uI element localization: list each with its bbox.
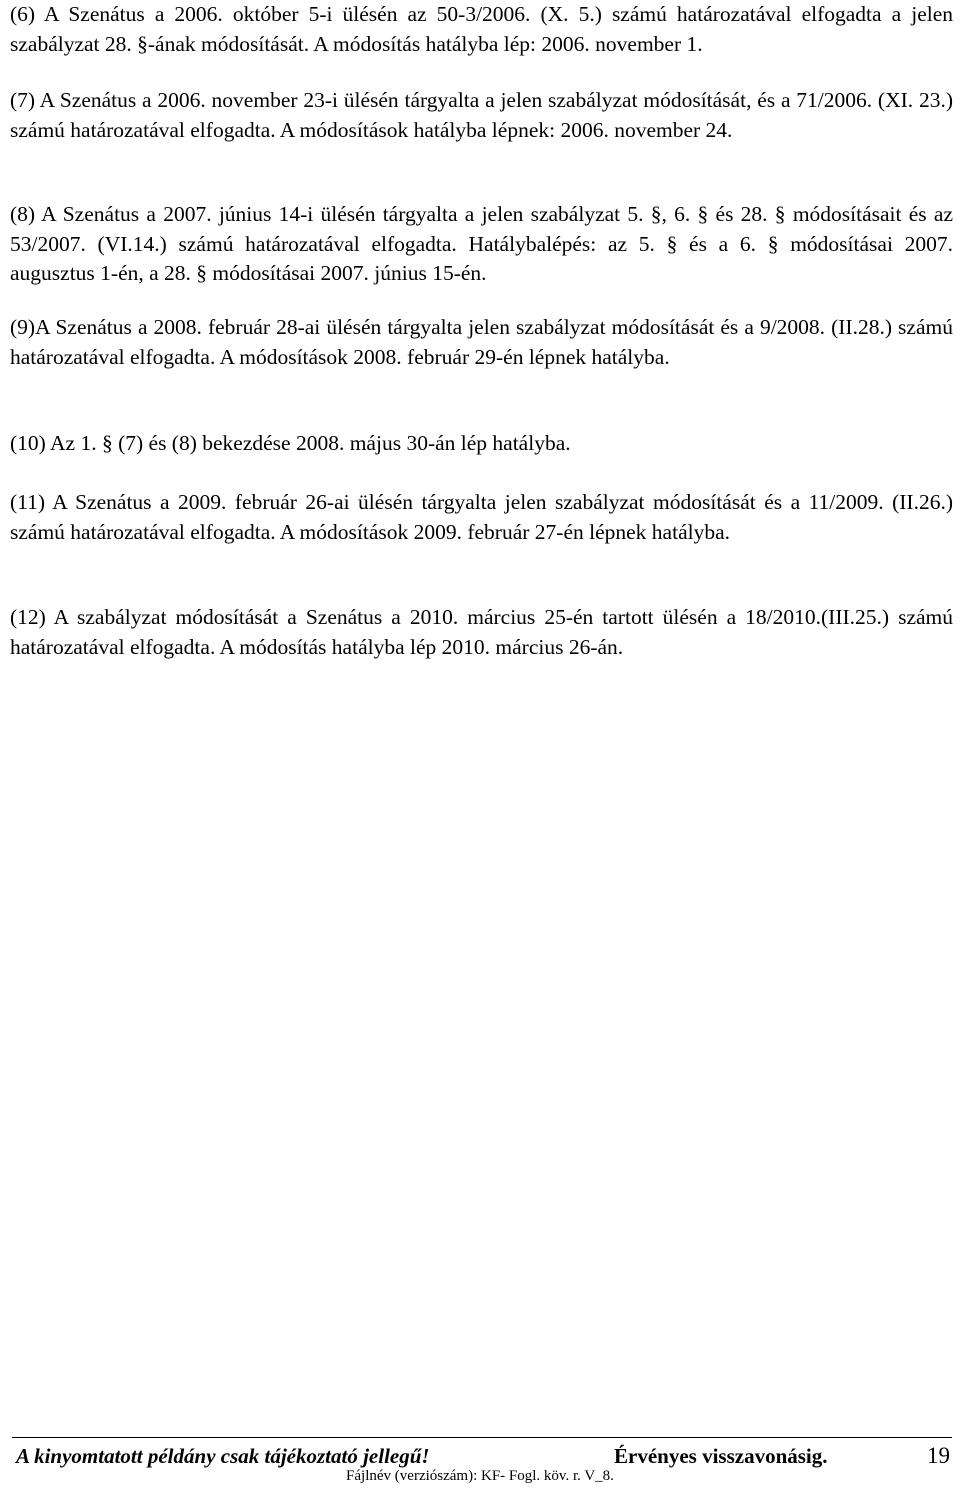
footer-notice: A kinyomtatott példány csak tájékoztató jellegű! — [16, 1444, 430, 1468]
paragraph-6: (6) A Szenátus a 2006. október 5-i ülésén az 50-3/2006. (X. 5.) számú határozatával elfogadta a jelen szabályzat 28. §-ának módosítását. A módosítás hatályba lép: 2006. november 1. — [10, 2, 953, 56]
paragraph-8: (8) A Szenátus a 2007. június 14-i ülésén tárgyalta a jelen szabályzat 5. §, 6. § és 28. § módosításait és az 53/2007. (VI.14.) számú határozatával elfogadta. Hatálybalépés: az 5. § és a 6. § módosításai 2007. augusztus 1-én, a 28. § módosításai 2007. június 15-én. — [10, 202, 953, 285]
paragraph-7: (7) A Szenátus a 2006. november 23-i ülésén tárgyalta a jelen szabályzat módosítását, és a 71/2006. (XI. 23.) számú határozatával elfogadta. A módosítások hatályba lépnek: 2006. november 24. — [10, 88, 953, 142]
footer-filename: Fájlnév (verziószám): KF- Fogl. köv. r. V_8. — [346, 1468, 614, 1484]
paragraph-12: (12) A szabályzat módosítását a Szenátus a 2010. március 25-én tartott ülésén a 18/2010.(III.25.) számú határozatával elfogadta. A módosítás hatályba lép 2010. március 26-án. — [10, 605, 953, 659]
footer-validity: Érvényes visszavonásig. — [614, 1444, 828, 1468]
paragraph-10: (10) Az 1. § (7) és (8) bekezdése 2008. május 30-án lép hatályba. — [10, 431, 571, 455]
paragraph-11: (11) A Szenátus a 2009. február 26-ai ülésén tárgyalta jelen szabályzat módosítását és a 11/2009. (II.26.) számú határozatával elfogadta. A módosítások 2009. február 27-én lépnek hatályba. — [10, 490, 953, 544]
footer-divider — [12, 1437, 952, 1438]
paragraph-9: (9)A Szenátus a 2008. február 28-ai ülésén tárgyalta jelen szabályzat módosítását és a 9/2008. (II.28.) számú határozatával elfogadta. A módosítások 2008. február 29-én lépnek hatályba. — [10, 315, 953, 369]
page-number: 19 — [927, 1443, 950, 1468]
